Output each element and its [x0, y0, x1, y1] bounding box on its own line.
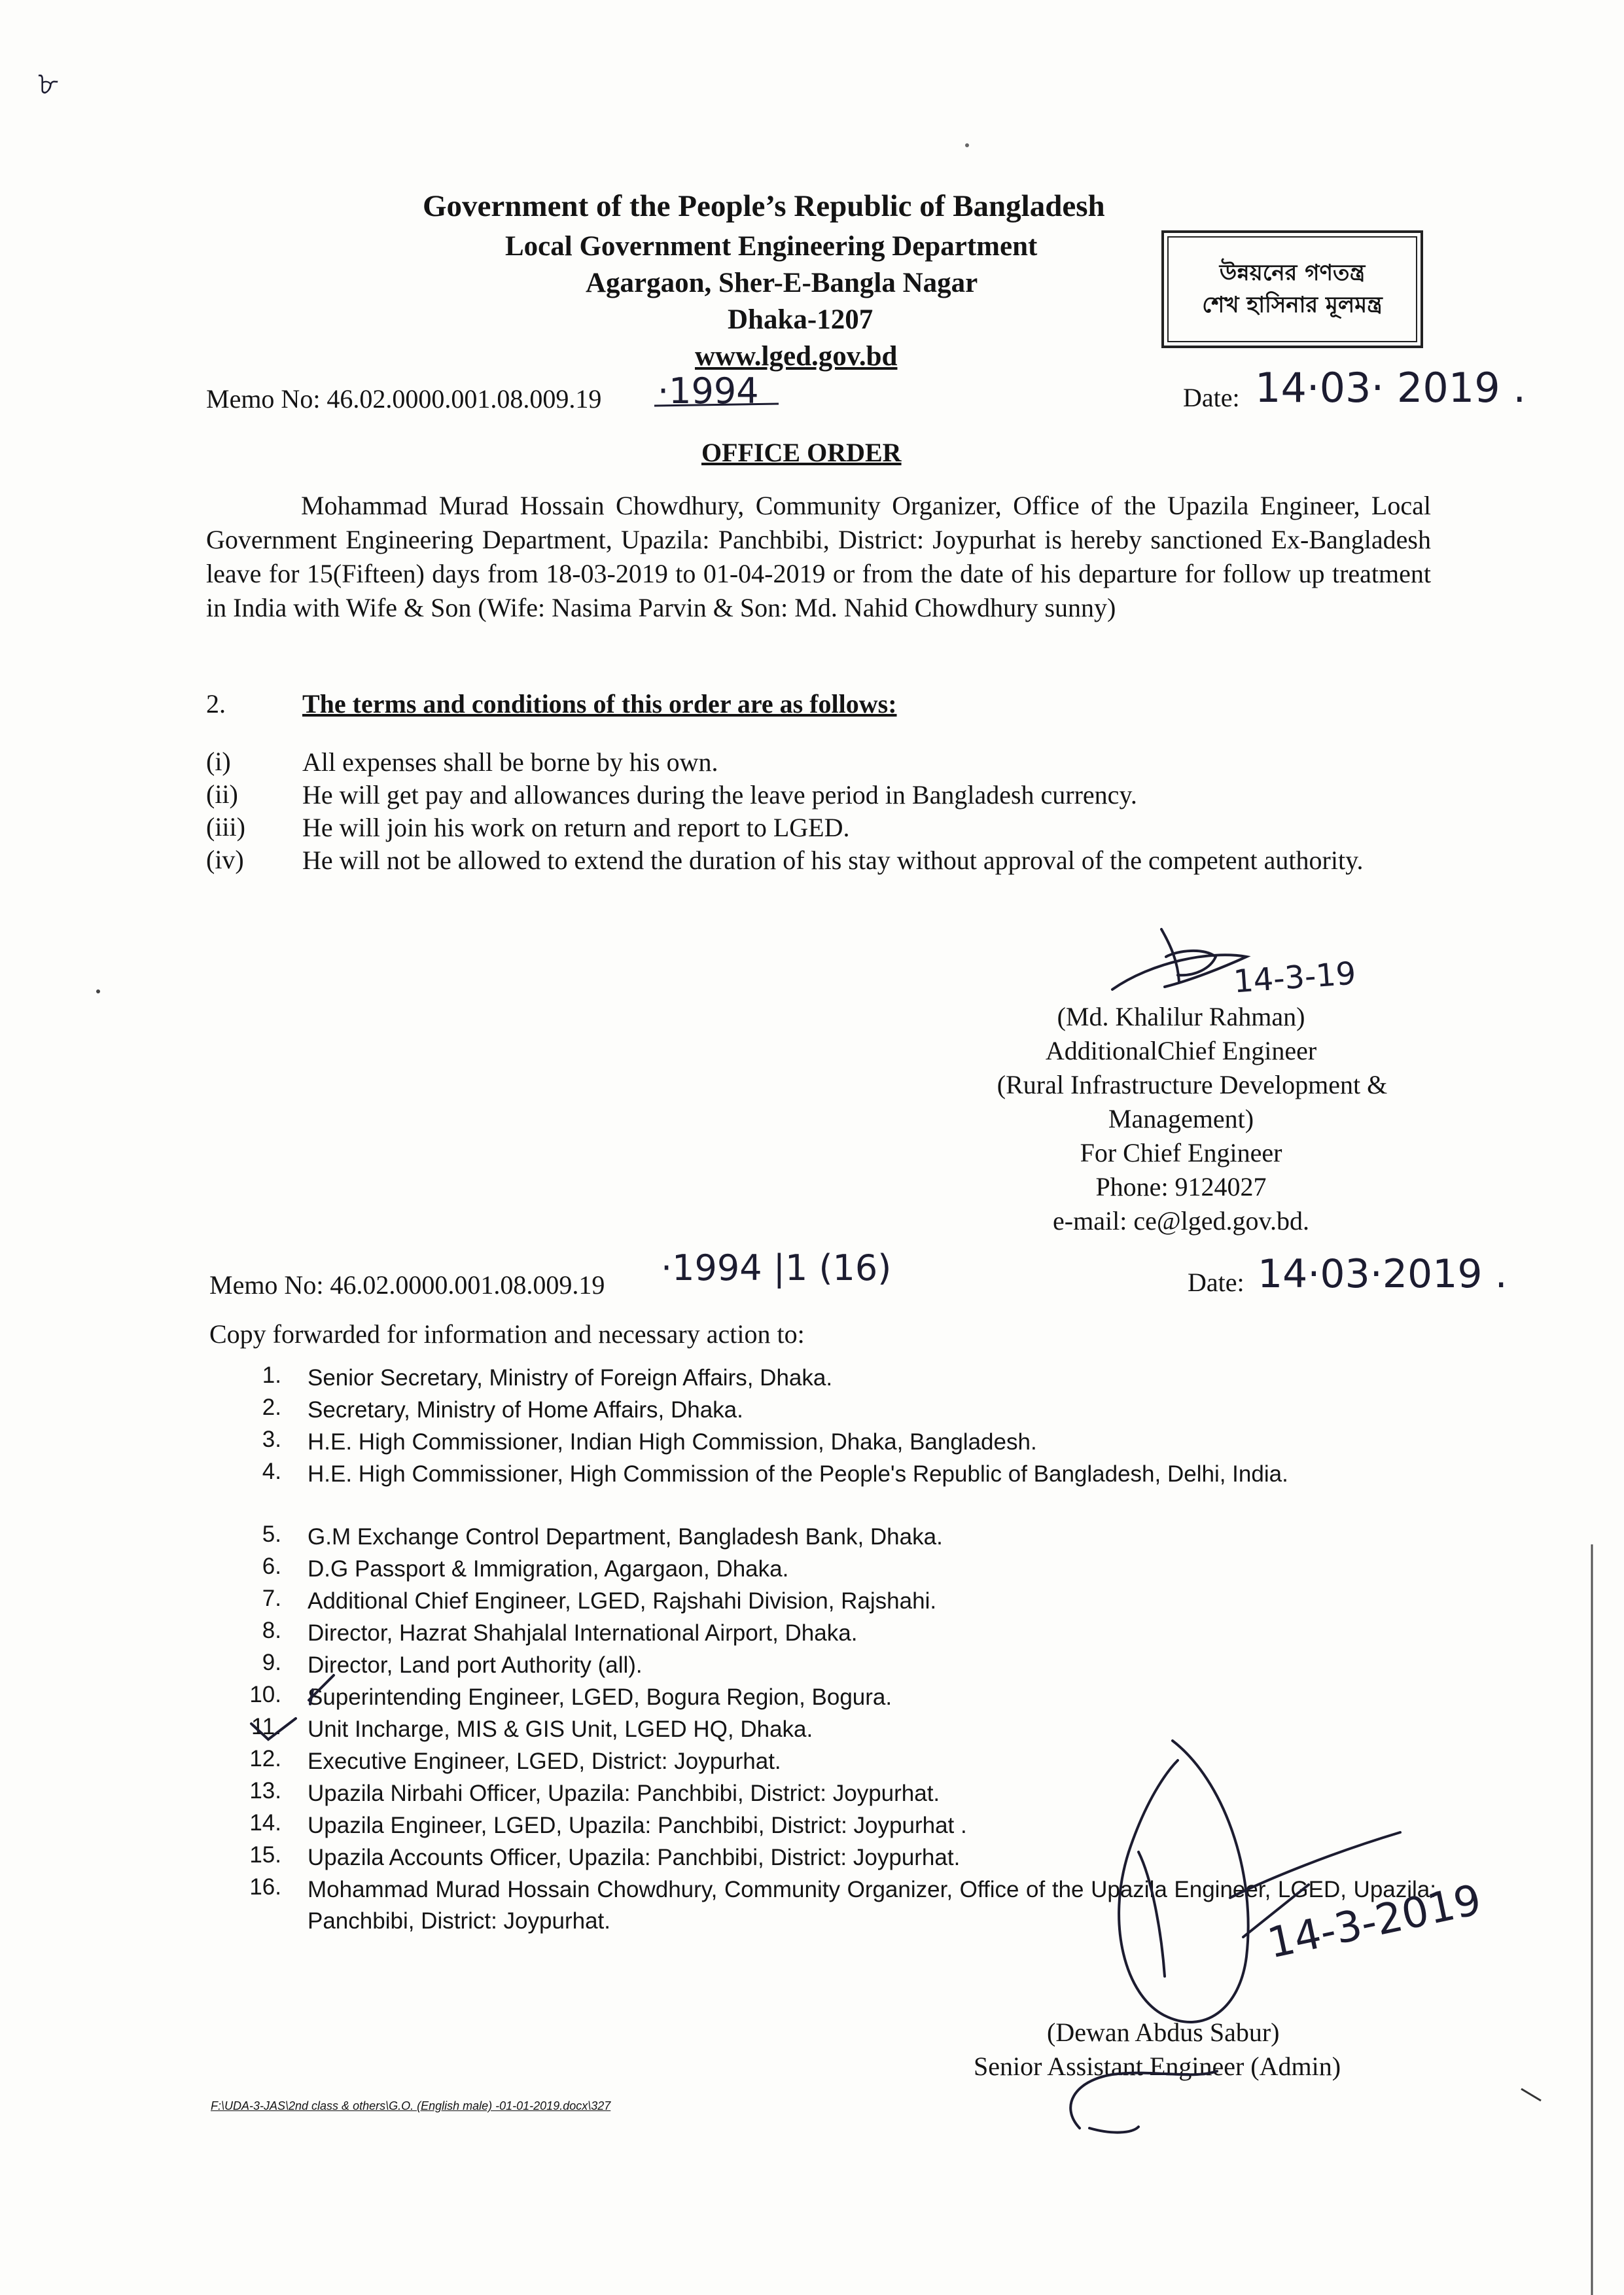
distribution-item: Unit Incharge, MIS & GIS Unit, LGED HQ, Dhaka.: [308, 1717, 813, 1742]
distribution-item: Additional Chief Engineer, LGED, Rajshahi Division, Rajshahi.: [308, 1588, 937, 1614]
memo-handwritten-number: ·1994: [658, 370, 759, 412]
signature-2-date: 14-3-2019: [1263, 1876, 1486, 1968]
distribution-item: D.G Passport & Immigration, Agargaon, Dhaka.: [308, 1556, 789, 1582]
distribution-number: 14.: [249, 1810, 281, 1836]
memo-2-handwritten-number: ·1994 |1 (16): [661, 1247, 892, 1289]
signatory-1-name: (Md. Khalilur Rahman): [1057, 1002, 1305, 1031]
header-address: Agargaon, Sher-E-Bangla Nagar: [586, 268, 978, 298]
memo-handwritten-date: 14·03· 2019 .: [1255, 364, 1527, 412]
distribution-number: 2.: [262, 1395, 281, 1420]
distribution-item: H.E. High Commissioner, High Commission of the People's Republic of Bangladesh, Delhi, India.: [308, 1461, 1288, 1487]
distribution-item: Superintending Engineer, LGED, Bogura Region, Bogura.: [308, 1684, 892, 1710]
header-city: Dhaka-1207: [728, 304, 874, 335]
distribution-number: 8.: [262, 1618, 281, 1643]
distribution-item: Mohammad Murad Hossain Chowdhury, Community Organizer, Office of the Upazila Engineer, LGED, Upazila: Panchbibi, District: Joypurhat.: [308, 1877, 1436, 1934]
distribution-item: Senior Secretary, Ministry of Foreign Affairs, Dhaka.: [308, 1365, 833, 1391]
motto-line-2: শেখ হাসিনার মূলমন্ত্র: [1202, 292, 1383, 318]
distribution-number: 9.: [262, 1650, 281, 1675]
corner-handwritten-mark: ৮: [38, 65, 59, 102]
term-number: (iii): [206, 812, 245, 842]
signatory-1-wing-line-2: Management): [1108, 1104, 1254, 1133]
memo-date-label: Date:: [1183, 383, 1240, 412]
motto-line-1: উন্নয়নের গণতন্ত্র: [1219, 259, 1366, 286]
office-order-title: OFFICE ORDER: [701, 438, 902, 467]
terms-number: 2.: [206, 689, 226, 719]
header-department: Local Government Engineering Department: [505, 231, 1038, 262]
distribution-number: 13.: [249, 1778, 281, 1804]
distribution-number: 12.: [249, 1746, 281, 1771]
terms-heading: The terms and conditions of this order are as follows:: [302, 689, 897, 719]
motto-box: [1161, 230, 1423, 348]
signatory-2-designation: Senior Assistant Engineer (Admin): [974, 2052, 1341, 2081]
scan-dot: [96, 989, 100, 993]
memo-number: Memo No: 46.02.0000.001.08.009.19: [206, 384, 602, 414]
copy-forwarded-line: Copy forwarded for information and necessary action to:: [209, 1319, 805, 1349]
distribution-number: 16.: [249, 1874, 281, 1900]
signature-1-date: 14-3-19: [1232, 955, 1358, 1001]
header-website[interactable]: www.lged.gov.bd: [695, 341, 898, 372]
term-number: (iv): [206, 845, 244, 874]
motto-text: [1167, 236, 1417, 342]
footer-file-path: F:\UDA-3-JAS\2nd class & others\G.O. (English male) -01-01-2019.docx\327: [211, 2099, 611, 2112]
distribution-number: 5.: [262, 1521, 281, 1547]
distribution-number: 4.: [262, 1459, 281, 1484]
distribution-item: Executive Engineer, LGED, District: Joypurhat.: [308, 1749, 781, 1774]
memo-2-handwritten-date: 14·03·2019 .: [1258, 1251, 1508, 1297]
signatory-1-phone: Phone: 9124027: [1095, 1172, 1267, 1201]
signature-1-scribble: [1112, 929, 1246, 989]
distribution-number: 6.: [262, 1554, 281, 1579]
distribution-number: 1.: [262, 1362, 281, 1388]
term-number: (ii): [206, 779, 238, 809]
signatory-2-name: (Dewan Abdus Sabur): [1047, 2018, 1280, 2047]
memo-2-number: Memo No: 46.02.0000.001.08.009.19: [209, 1270, 605, 1300]
distribution-item: Upazila Engineer, LGED, Upazila: Panchbibi, District: Joypurhat .: [308, 1813, 967, 1838]
scan-mark: [1521, 2089, 1541, 2101]
distribution-number: 15.: [249, 1842, 281, 1868]
header-government: Government of the People’s Republic of Bangladesh: [423, 189, 1105, 223]
signatory-1-designation: AdditionalChief Engineer: [1045, 1036, 1317, 1065]
distribution-item: Upazila Accounts Officer, Upazila: Panchbibi, District: Joypurhat.: [308, 1845, 961, 1870]
order-paragraph: Mohammad Murad Hossain Chowdhury, Community Organizer, Office of the Upazila Engineer, Local Government Engineering Department, Upazila: Panchbibi, District: Joypurhat is hereby sanctioned Ex-Bangladesh leave for 15(Fifteen) days from 18-03-2019 to 01-04-2019 or from the date of his departure for follow up treatment in India with Wife & Son (Wife: Nasima Parvin & Son: Md. Nahid Chowdhury sunny): [206, 491, 1431, 622]
distribution-number: 7.: [262, 1586, 281, 1611]
distribution-number: 10.: [249, 1682, 281, 1707]
memo-2-date-label: Date:: [1188, 1268, 1244, 1297]
signatory-1-email[interactable]: e-mail: ce@lged.gov.bd.: [1053, 1206, 1309, 1236]
distribution-item: Secretary, Ministry of Home Affairs, Dhaka.: [308, 1397, 743, 1423]
scan-dot: [965, 143, 969, 147]
distribution-item: G.M Exchange Control Department, Bangladesh Bank, Dhaka.: [308, 1524, 943, 1550]
signatory-1-for-line: For Chief Engineer: [1080, 1138, 1282, 1167]
term-number: (i): [206, 747, 231, 776]
distribution-item: Director, Hazrat Shahjalal International Airport, Dhaka.: [308, 1620, 858, 1646]
term-text: He will get pay and allowances during the leave period in Bangladesh currency.: [302, 780, 1137, 809]
signatory-1-wing-line-1: (Rural Infrastructure Development &: [997, 1070, 1388, 1099]
distribution-number: 11.: [251, 1714, 281, 1739]
distribution-item: Upazila Nirbahi Officer, Upazila: Panchbibi, District: Joypurhat.: [308, 1781, 940, 1806]
term-text: He will join his work on return and report to LGED.: [302, 813, 850, 842]
term-text: All expenses shall be borne by his own.: [302, 747, 718, 777]
distribution-item: Director, Land port Authority (all).: [308, 1652, 643, 1678]
distribution-number: 3.: [262, 1427, 281, 1452]
term-text: He will not be allowed to extend the duration of his stay without approval of the competent authority.: [302, 845, 1364, 875]
distribution-item: H.E. High Commissioner, Indian High Commission, Dhaka, Bangladesh.: [308, 1429, 1037, 1455]
